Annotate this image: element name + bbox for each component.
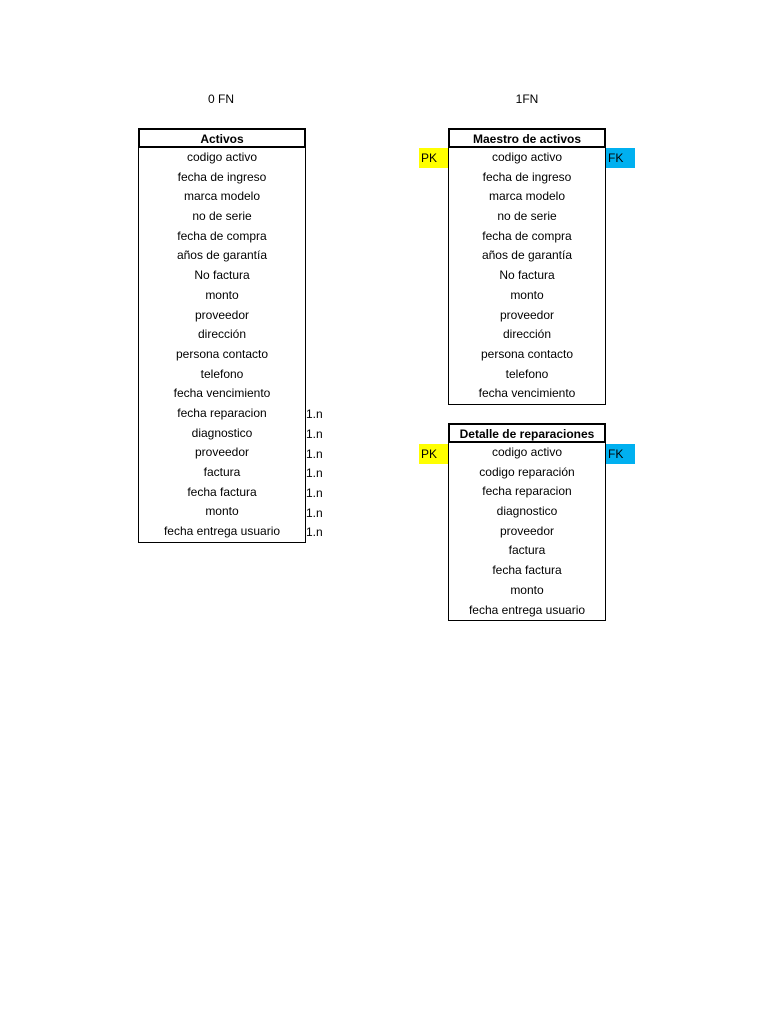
table-row: fecha entrega usuario (468, 602, 586, 617)
table-row: persona contacto (175, 346, 269, 361)
table-row: fecha factura (492, 563, 562, 578)
maestro-rows (449, 148, 605, 404)
cardinality-label: 1.n (306, 525, 323, 540)
table-row: codigo activo (491, 150, 563, 164)
activos-table (138, 128, 306, 543)
maestro-title: Maestro de activos (448, 128, 606, 148)
table-row: fecha reparacion (177, 405, 267, 420)
table-row: persona contacto (480, 346, 574, 361)
cardinality-label: 1.n (306, 446, 323, 461)
table-row: codigo activo (491, 445, 563, 459)
table-row: fecha de compra (482, 228, 572, 243)
detalle-fk-badge: FK (606, 444, 635, 464)
table-row: proveedor (194, 445, 250, 460)
table-row: no de serie (192, 209, 252, 224)
table-row: fecha de ingreso (177, 169, 267, 184)
table-row: monto (510, 287, 544, 302)
table-row: no de serie (497, 209, 557, 224)
table-row: proveedor (194, 307, 250, 322)
table-row: dirección (502, 327, 552, 342)
maestro-pk-badge: PK (419, 148, 448, 168)
activos-title: Activos (138, 128, 306, 148)
header-0fn: 0 FN (207, 92, 234, 106)
table-row: factura (508, 543, 546, 558)
table-row: proveedor (499, 307, 555, 322)
table-row: años de garantía (481, 248, 573, 263)
table-row: telefono (200, 366, 244, 381)
cardinality-label: 1.n (306, 505, 323, 520)
table-row: No factura (499, 268, 555, 283)
table-row: fecha de ingreso (482, 169, 572, 184)
table-row: fecha vencimiento (173, 386, 271, 401)
table-row: marca modelo (488, 189, 566, 204)
table-row: proveedor (499, 523, 555, 538)
cardinality-label: 1.n (306, 407, 323, 422)
table-row: monto (205, 504, 239, 519)
table-row: monto (205, 287, 239, 302)
header-1fn: 1FN (515, 92, 539, 106)
table-row: monto (510, 582, 544, 597)
table-row: codigo activo (186, 150, 258, 164)
table-row: telefono (505, 366, 549, 381)
maestro-fk-badge: FK (606, 148, 635, 168)
table-row: dirección (197, 327, 247, 342)
cardinality-label: 1.n (306, 426, 323, 441)
table-row: fecha de compra (177, 228, 267, 243)
cardinality-label: 1.n (306, 485, 323, 500)
table-row: fecha reparacion (482, 484, 572, 499)
detalle-table (448, 423, 606, 621)
activos-rows (139, 148, 305, 542)
detalle-pk-badge: PK (419, 444, 448, 464)
table-row: fecha entrega usuario (163, 524, 281, 539)
detalle-rows (449, 443, 605, 620)
table-row: diagnostico (496, 504, 558, 519)
table-row: fecha factura (187, 484, 257, 499)
table-row: años de garantía (176, 248, 268, 263)
table-row: No factura (194, 268, 250, 283)
table-row: factura (203, 465, 241, 479)
maestro-table (448, 128, 606, 405)
table-row: marca modelo (183, 189, 261, 204)
table-row: fecha vencimiento (478, 386, 576, 401)
detalle-title: Detalle de reparaciones (448, 423, 606, 443)
table-row: codigo reparación (479, 464, 575, 479)
cardinality-label: 1.n (306, 466, 323, 481)
table-row: diagnostico (191, 425, 253, 440)
